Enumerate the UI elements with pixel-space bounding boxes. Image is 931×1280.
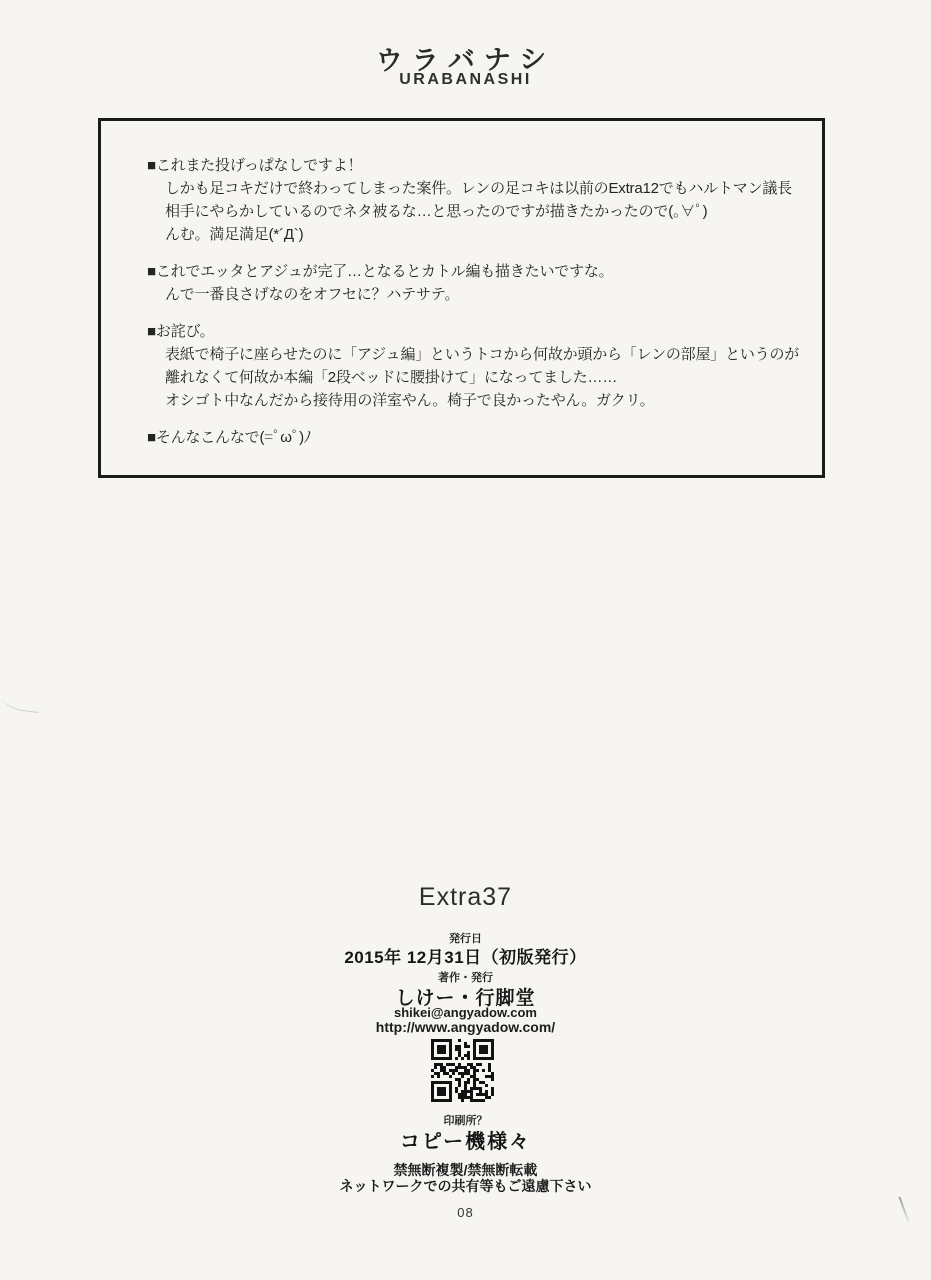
page-title-romaji: URABANASHI	[399, 71, 532, 88]
printer-label: 印刷所？	[443, 1115, 488, 1127]
afterword-box	[98, 118, 825, 478]
copyright-notice-line2: ネットワークでの共有等もご遠慮下さい	[339, 1178, 592, 1194]
afterword-line: 表紙で椅子に座らせたのに「アジュ編」というトコから何故か頭から「レンの部屋」というのが	[165, 346, 800, 363]
copyright-notice-line1: 禁無断複製/禁無断転載	[393, 1162, 538, 1178]
afterword-line: ■そんなこんなで(=ﾟωﾟ)ﾉ	[147, 429, 312, 446]
qr-code	[431, 1039, 494, 1102]
afterword-paragraph	[147, 426, 814, 449]
afterword-line: オシゴト中なんだから接待用の洋室やん。椅子で良かったやん。ガクリ。	[165, 392, 655, 409]
afterword-line: ■お詫び。	[147, 323, 215, 340]
afterword-line: ■これまた投げっぱなしですよ！	[147, 157, 363, 174]
afterword-line: 相手にやらかしているのでネタ被るな…と思ったのですが描きたかったので(｡∀ﾟ)	[165, 203, 708, 220]
page-number: 08	[457, 1205, 474, 1220]
afterword-line: んで一番良さげなのをオフセに？ハテサテ。	[165, 286, 460, 303]
afterword-line: しかも足コキだけで終わってしまった案件。レンの足コキは以前のExtra12でもハルトマン議長	[165, 180, 792, 197]
page-title-kana: ウラバナシ	[375, 44, 556, 76]
website-url: http://www.angyadow.com/	[375, 1019, 556, 1035]
issue-date-value: 2015年 12月31日（初版発行）	[344, 948, 587, 967]
afterword-paragraph	[147, 154, 814, 246]
book-title: Extra37	[418, 883, 513, 911]
afterword-line: 離れなくて何故か本編「2段ベッドに腰掛けて」になってました……	[165, 369, 618, 386]
afterword-paragraph	[147, 320, 814, 412]
issue-date-label: 発行日	[449, 933, 482, 945]
scan-artifact-curve	[1, 692, 41, 713]
email-text: shikei@angyadow.com	[394, 1005, 537, 1020]
afterword-paragraph	[147, 260, 814, 306]
credit-label: 著作・発行	[438, 972, 493, 984]
printer-name: コピー機様々	[399, 1131, 532, 1153]
author-name: しけー・行脚堂	[395, 988, 536, 1009]
afterword-line: んむ。満足満足(*´Д`)	[165, 226, 304, 243]
qr-code-svg	[431, 1039, 494, 1102]
afterword-line: ■これでエッタとアジュが完了…となるとカトル編も描きたいですな。	[147, 263, 614, 280]
